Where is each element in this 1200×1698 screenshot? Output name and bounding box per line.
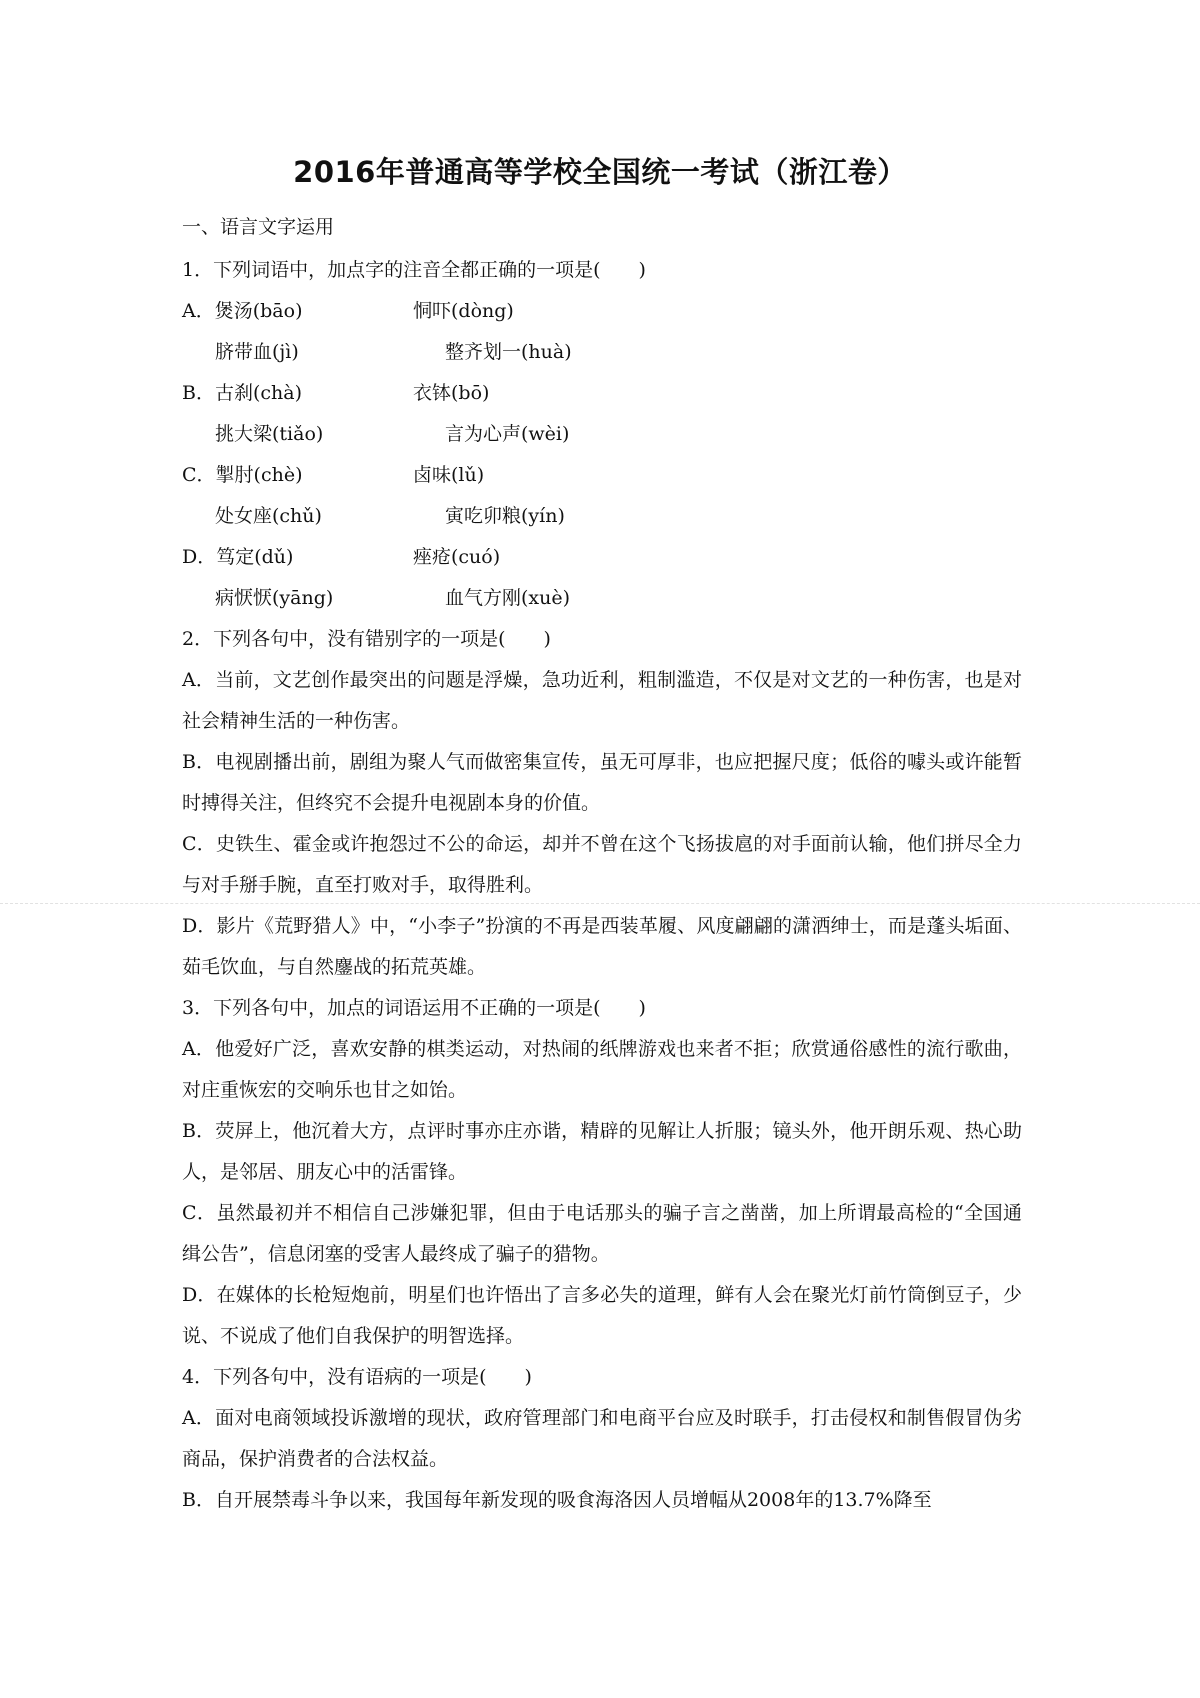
question-2-option-a: A．当前，文艺创作最突出的问题是浮燥，急功近利，粗制滥造，不仅是对文艺的一种伤害，也是对社会精神生活的一种伤害。 [182,669,1022,732]
option-text: 痤疮(cuó) [413,546,501,568]
option-text: A．煲汤(bāo) [182,300,303,322]
question-3-option-c: C．虽然最初并不相信自己涉嫌犯罪，但由于电话那头的骗子言之凿凿，加上所谓最高检的“全国通缉公告”，信息闭塞的受害人最终成了骗子的猎物。 [182,1202,1022,1265]
option-text: 寅吃卯粮(yín) [445,505,565,527]
question-3-stem: 3．下列各句中，加点的词语运用不正确的一项是( ) [182,997,646,1019]
question-1-option-d-row1 [182,537,1022,578]
question-2-option-d: D．影片《荒野猎人》中，“小李子”扮演的不再是西装革履、风度翩翩的潇洒绅士，而是蓬头垢面、茹毛饮血，与自然鏖战的拓荒英雄。 [182,915,1022,978]
option-text: 言为心声(wèi) [445,423,570,445]
question-1-option-a-row2 [182,332,1022,373]
page-title: 2016年普通高等学校全国统一考试（浙江卷） [293,155,907,189]
option-text: 恫吓(dòng) [413,300,514,322]
section-heading: 一、语言文字运用 [182,216,335,238]
question-1-option-c-row2 [182,496,1022,537]
question-1-option-c-row1 [182,455,1022,496]
question-3-option-a: A．他爱好广泛，喜欢安静的棋类运动，对热闹的纸牌游戏也来者不拒；欣赏通俗感性的流行歌曲，对庄重恢宏的交响乐也甘之如饴。 [182,1038,1022,1101]
option-text: 血气方刚(xuè) [445,587,571,609]
question-1-option-d-row2 [182,578,1022,619]
question-1-stem: 1．下列词语中，加点字的注音全都正确的一项是( ) [182,259,646,281]
option-text: 脐带血(jì) [215,341,299,363]
question-2-option-c: C．史铁生、霍金或许抱怨过不公的命运，却并不曾在这个飞扬拔扈的对手面前认输，他们拼尽全力与对手掰手腕，直至打败对手，取得胜利。 [182,833,1022,896]
option-text: 整齐划一(huà) [445,341,572,363]
option-text: 处女座(chǔ) [215,505,322,527]
question-4-option-a: A．面对电商领域投诉激增的现状，政府管理部门和电商平台应及时联手，打击侵权和制售假冒伪劣商品，保护消费者的合法权益。 [182,1407,1022,1470]
question-4-stem: 4．下列各句中，没有语病的一项是( ) [182,1366,532,1388]
option-text: D．笃定(dǔ) [182,546,294,568]
option-text: C．掣肘(chè) [182,464,303,486]
option-text: 衣钵(bō) [413,382,490,404]
page-fold-divider [0,903,1200,904]
question-3-option-d: D．在媒体的长枪短炮前，明星们也许悟出了言多必失的道理，鲜有人会在聚光灯前竹筒倒豆子，少说、不说成了他们自我保护的明智选择。 [182,1284,1022,1347]
question-4-option-b: B．自开展禁毒斗争以来，我国每年新发现的吸食海洛因人员增幅从2008年的13.7%降至 [182,1489,932,1511]
question-2-stem: 2．下列各句中，没有错别字的一项是( ) [182,628,551,650]
option-text: 病恹恹(yāng) [215,587,334,609]
exam-content [182,250,1022,1521]
question-3-option-b: B．荧屏上，他沉着大方，点评时事亦庄亦谐，精辟的见解让人折服；镜头外，他开朗乐观、热心助人，是邻居、朋友心中的活雷锋。 [182,1120,1022,1183]
question-1-option-a-row1 [182,291,1022,332]
question-2-option-b: B．电视剧播出前，剧组为聚人气而做密集宣传，虽无可厚非，也应把握尺度；低俗的噱头或许能暂时搏得关注，但终究不会提升电视剧本身的价值。 [182,751,1022,814]
option-text: 挑大梁(tiǎo) [215,423,324,445]
option-text: B．古刹(chà) [182,382,302,404]
option-text: 卤味(lǔ) [413,464,485,486]
question-1-option-b-row2 [182,414,1022,455]
question-1-option-b-row1 [182,373,1022,414]
